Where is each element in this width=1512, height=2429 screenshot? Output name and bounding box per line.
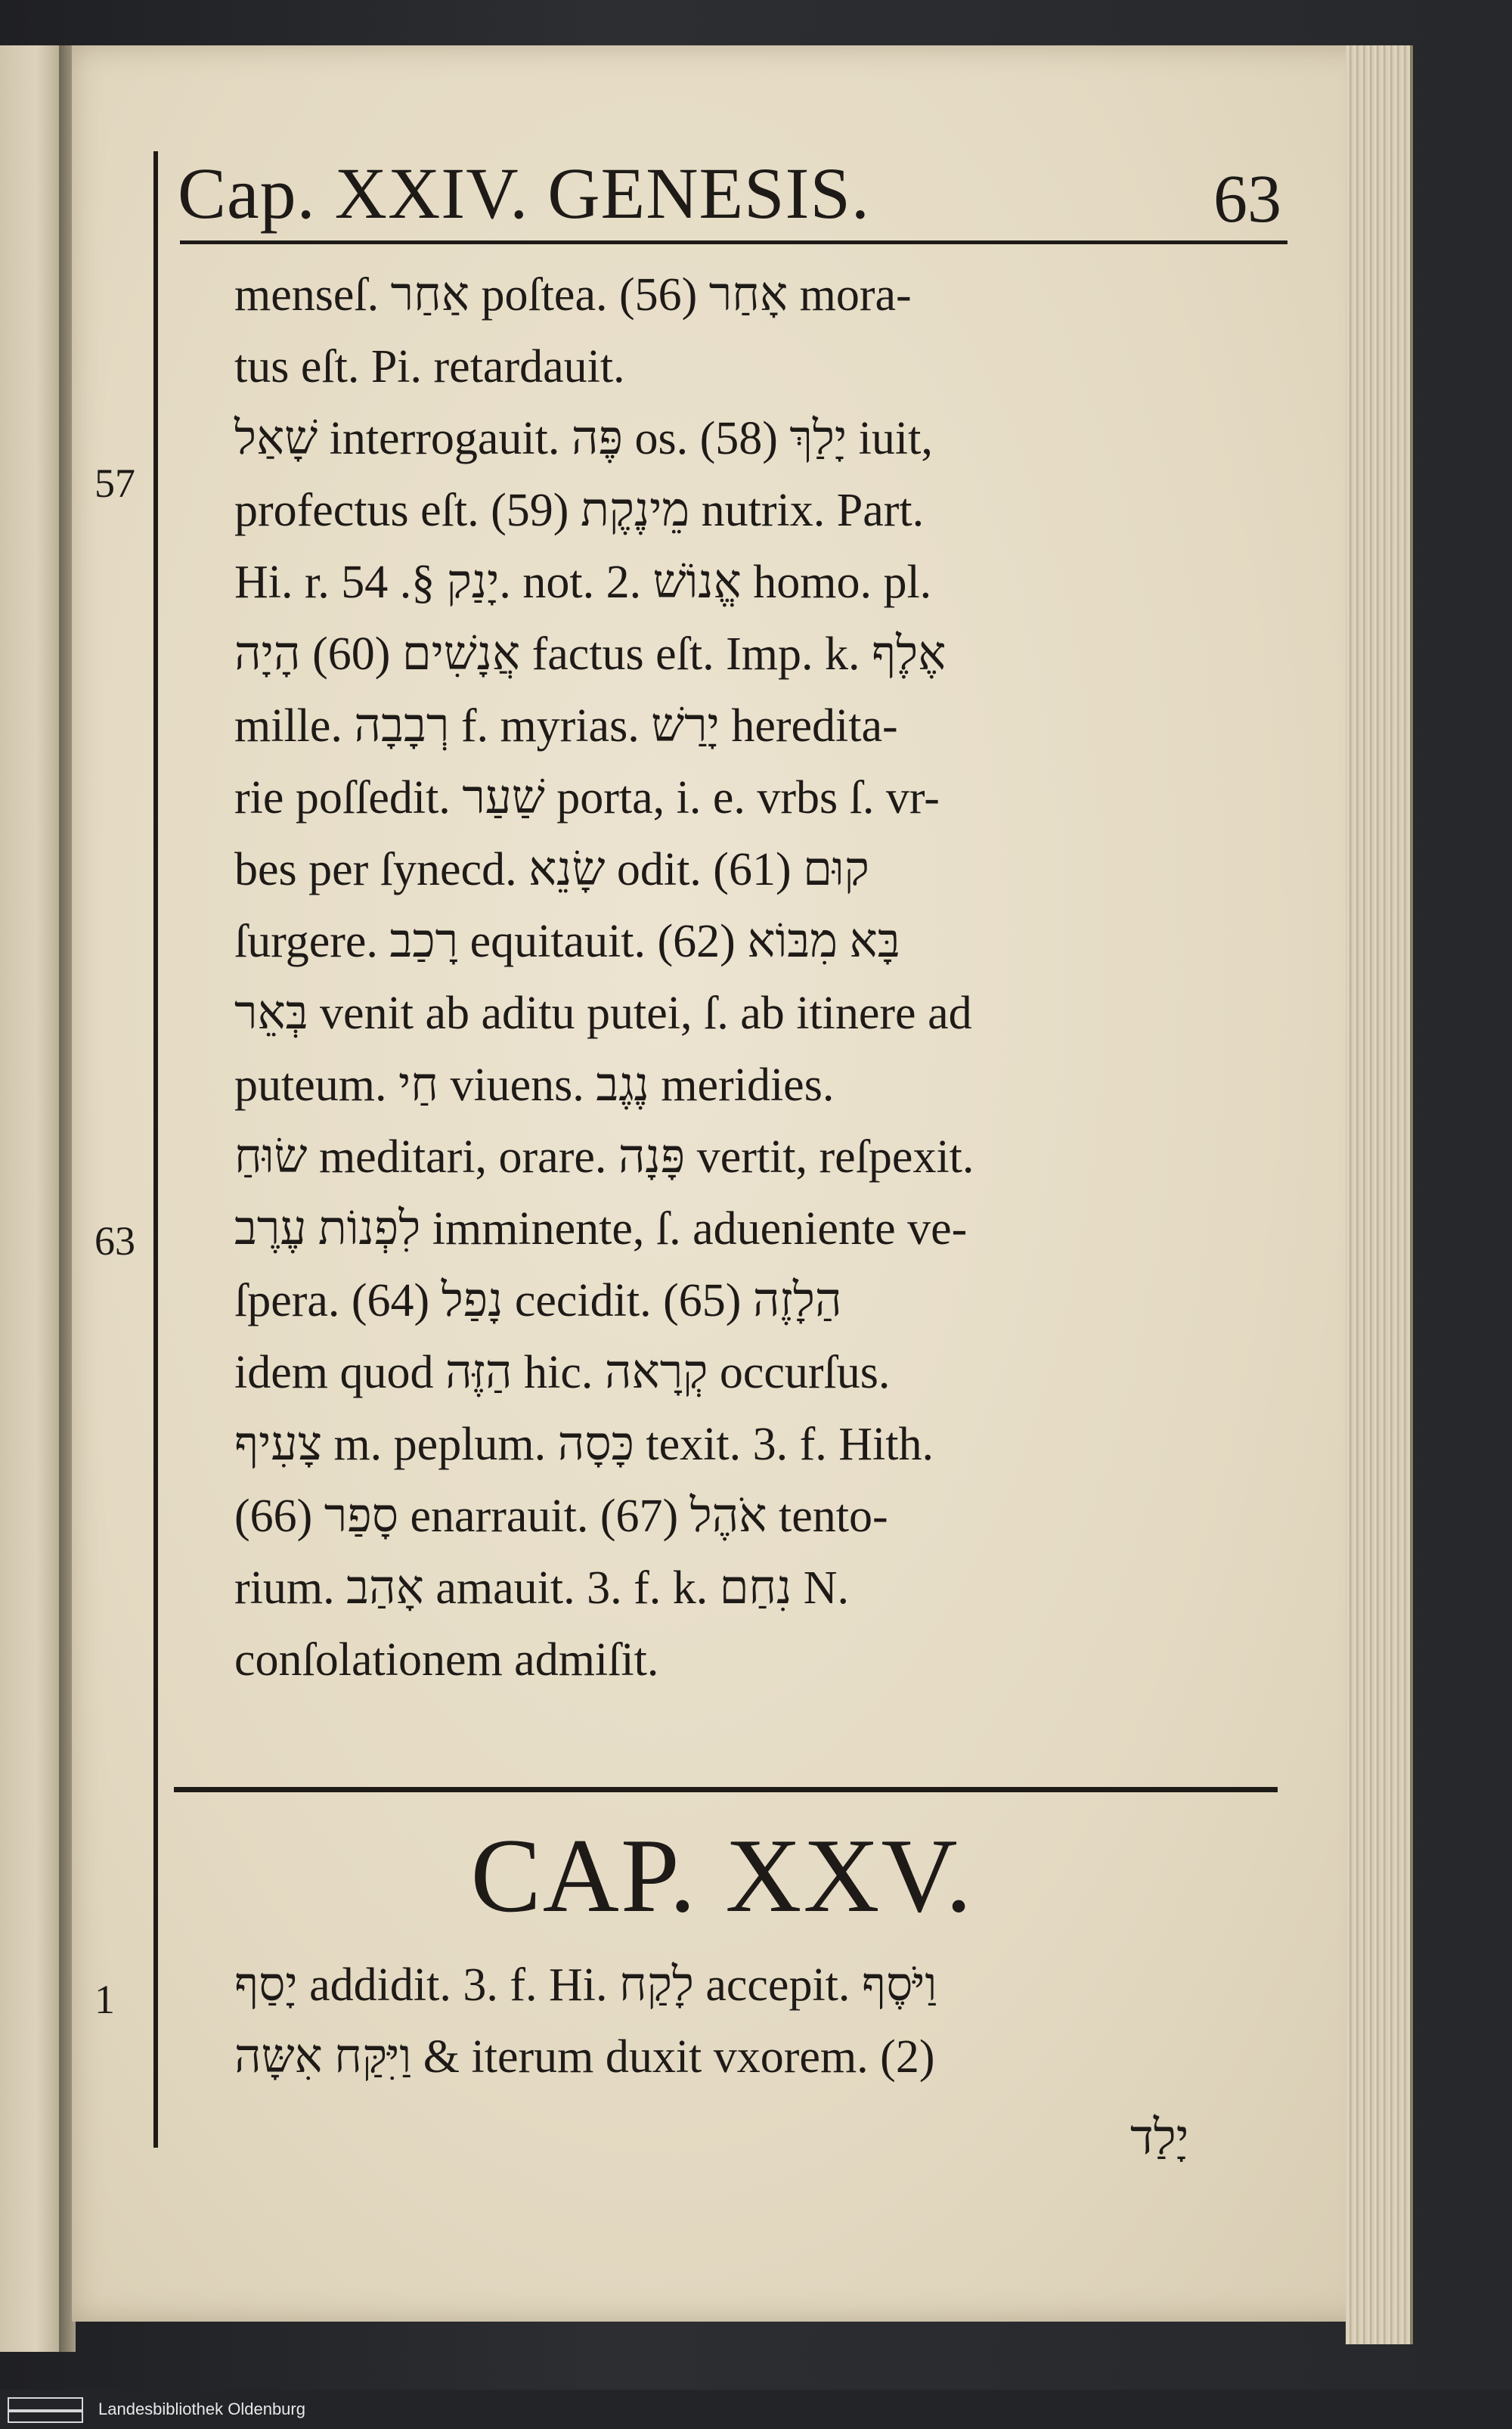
text-line: שָׁאַל interrogauit. פֶּה os. (58) יָלַךְ iuit,: [234, 413, 933, 464]
text-line: צָעִיף m. peplum. כָּסָה texit. 3. f. Hith.: [234, 1419, 934, 1470]
text-line: menseſ. אַחַר poſtea. (56) אָחַר mora-: [234, 269, 912, 321]
page-number: 63: [1213, 162, 1281, 237]
text-line: mille. רְבָבָה f. myrias. יָרַשׁ heredita-: [234, 700, 898, 752]
section-rule: [174, 1787, 1278, 1792]
text-line: bes per ſynecd. שָׂנֵא odit. (61) קוּם: [234, 844, 869, 895]
text-line: tus eſt. Pi. retardauit.: [234, 341, 625, 392]
header-rule: [180, 240, 1287, 244]
text-line: יָסַף addidit. 3. f. Hi. לָקַח accepit. וַיֹּסֶף: [234, 1959, 937, 2011]
library-logo-icon: [8, 2397, 83, 2423]
text-line: שׂוּחַ meditari, orare. פָּנָה vertit, reſpexit.: [234, 1131, 974, 1183]
text-line: profectus eſt. (59) מֵינֶקֶת nutrix. Part.: [234, 485, 925, 536]
footer-credit: Landesbibliothek Oldenburg: [98, 2400, 305, 2418]
text-line: rium. אָהַב amauit. 3. f. k. נִחַם N.: [234, 1562, 850, 1614]
text-line: אֲנָשִׁים (60) הָיָה factus eſt. Imp. k. אֶלֶף: [234, 628, 947, 680]
text-line: idem quod הַזֶּה hic. קְרָאה occurſus.: [234, 1347, 891, 1398]
text-line: לִפְנוֹת עֶרֶב imminente, ſ. adueniente ve-: [234, 1203, 968, 1255]
text-line: וַיִּקַּח אִשָּה & iterum duxit vxorem. (2): [234, 2031, 935, 2083]
text-line: ſurgere. רָכַב equitauit. (62) בָּא מִבּוֹא: [234, 916, 900, 967]
page-content: [72, 45, 1372, 2322]
catchword: יָלַד: [1130, 2111, 1189, 2164]
verse-number-1: 1: [94, 1977, 115, 2022]
text-line: ſpera. (64) נָפַל cecidit. (65) הַלָזֶה: [234, 1275, 842, 1326]
text-line: Hi. r. יָנַק §. 54. not. 2. אֱנוֹשׁ homo. pl.: [234, 557, 932, 608]
verse-number-63: 63: [94, 1218, 135, 1264]
running-header: Cap. XXIV. GENESIS.: [178, 153, 870, 234]
text-line: conſolationem admiſit.: [234, 1634, 659, 1686]
chapter-heading: CAP. XXV.: [470, 1817, 974, 1934]
facing-page-edge: [0, 45, 63, 2352]
text-line: בְּאֵר venit ab aditu putei, ſ. ab itinere ad: [234, 988, 972, 1039]
text-line: puteum. חַי viuens. נֶגֶב meridies.: [234, 1059, 835, 1111]
verse-number-57: 57: [94, 461, 135, 506]
text-line: rie poſſedit. שַׁעַר porta, i. e. vrbs ſ. vr-: [234, 772, 940, 824]
text-line: (66) סָפַר enarrauit. (67) אֹהֶל tento-: [234, 1491, 888, 1542]
